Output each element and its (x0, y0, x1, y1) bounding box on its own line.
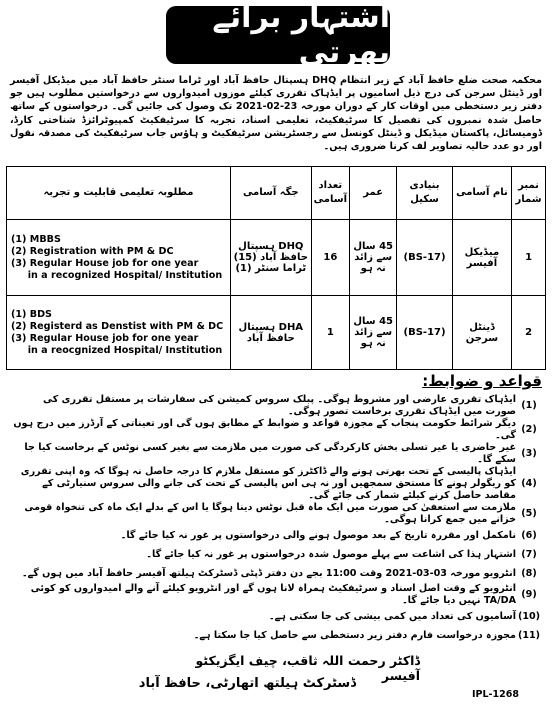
rule-text: ملازمت سے استعفیٰ کی صورت میں ایک ماہ قبل نوٹس دینا ہوگا یا اس کے بدلے ایک ماہ کی تنخواہ قومی خزانے میں جمع کرانا ہوگی۔ (24, 502, 516, 525)
qualification-line: (3) Regular House job for one year (11, 257, 199, 269)
rule-text: آسامیوں کی تعداد میں کمی بیشی کی جا سکتی ہے۔ (269, 610, 516, 622)
row-qualification (7, 296, 231, 370)
header-scale: بنیادی سکیل (397, 167, 452, 220)
rule-item (10, 466, 542, 502)
rule-item (10, 394, 542, 418)
rule-number: (6) (521, 529, 537, 541)
row-age: 45 سال سے زائد نہ ہو (350, 296, 397, 370)
rule-text: انٹرویو کے وقت اصل اسناد و سرٹیفکیٹ ہمراہ لانا ہوں گے اور انٹرویو کیلئے آنے والے امیدواروں کو کوئی TA/DA نہیں دیا جائے گا۔ (30, 583, 516, 606)
signature-office: ڈسٹرکٹ ہیلتھ اتھارٹی، حافظ آباد (138, 676, 356, 691)
rule-number: (2) (521, 424, 537, 435)
rules-title: قواعد و ضوابط: (422, 372, 542, 390)
ipl-code: IPL-1268 (472, 689, 519, 700)
rule-item (10, 418, 542, 442)
rule-number: (3) (521, 448, 537, 459)
rule-number: (9) (521, 589, 537, 600)
rule-number: (1) (521, 400, 537, 411)
rule-item (10, 502, 542, 526)
rule-item (10, 442, 542, 466)
rule-number: (8) (521, 567, 537, 579)
rule-text: مجوزہ درخواست فارم دفتر زیر دستخطی سے حاصل کیا جا سکتا ہے۔ (193, 629, 516, 641)
qualification-line: (3) Regular House job for one year (11, 332, 199, 344)
header-age: عمر (350, 167, 397, 220)
rule-number: (11) (517, 629, 541, 641)
row-no: 1 (512, 220, 546, 296)
rule-text: نامکمل اور مقررہ تاریخ کے بعد موصول ہونے والی درخواستوں پر غور نہ کیا جائے گا۔ (120, 529, 516, 541)
signature-name: ڈاکٹر رحمت اللہ ثاقب، چیف ایگزیکٹو آفیسر (195, 653, 420, 683)
rule-item (10, 526, 542, 545)
row-count: 1 (311, 296, 349, 370)
header-place: جگہ آسامی (230, 167, 311, 220)
rule-number: (7) (521, 548, 537, 560)
qualification-line: (1) MBBS (11, 233, 61, 245)
row-post: ڈینٹل سرجن (452, 296, 511, 370)
header-qualification: مطلوبہ تعلیمی قابلیت و تجربہ (7, 167, 231, 220)
rule-item (10, 583, 542, 607)
qualification-line: (2) Registerd as Denstist with PM & DC (11, 320, 224, 332)
rule-text: انٹرویو مورخہ 03-03-2021 وقت 11:00 بجے دن دفتر ڈپٹی ڈسٹرکٹ ہیلتھ آفیسر حافظ آباد میں ہوں گے۔ (22, 567, 516, 579)
qualification-line: (1) BDS (11, 308, 52, 320)
rule-item (10, 626, 542, 645)
row-scale: (BS-17) (397, 220, 452, 296)
table-header-row (7, 167, 546, 220)
qualification-line: (2) Registration with PM & DC (11, 245, 174, 257)
row-place: DHA ہسپتال حافظ آباد (230, 296, 311, 370)
rule-number: (4) (521, 478, 537, 489)
table-row (7, 296, 546, 370)
qualification-line: in a recognized Hospital/ Institution (11, 269, 223, 281)
rule-item (10, 564, 542, 583)
vacancy-table (6, 166, 546, 370)
rule-item (10, 545, 542, 564)
row-scale: (BS-17) (397, 296, 452, 370)
rule-number: (5) (521, 508, 537, 519)
row-qualification (7, 220, 231, 296)
rule-text: اشتہار ہذا کی اشاعت سے پہلے موصول شدہ درخواستوں پر غور نہ کیا جائے گا۔ (146, 548, 516, 560)
qualification-line: in a reocgnized Hospital/ Institution (11, 344, 223, 356)
row-post: میڈیکل آفیسر (452, 220, 511, 296)
rule-text: ایڈہاک تقرری عارضی اور مشروط ہوگی۔ پبلک سروس کمیشن کی سفارشات پر مستقل تقرری کی صورت میں ایڈہاک تقرری برخاست تصور ہوگی۔ (43, 394, 516, 417)
row-no: 2 (512, 296, 546, 370)
rule-item (10, 607, 542, 626)
rules-list (10, 394, 542, 645)
rule-text: غیر حاضری یا غیر تسلی بخش کارکردگی کی صورت میں ملازمت سے بغیر کسی نوٹس کے برخاست کیا جا سکے گا۔ (24, 442, 516, 465)
rule-number: (10) (517, 610, 541, 622)
row-age: 45 سال سے زائد نہ ہو (350, 220, 397, 296)
rule-text: ایڈہاک پالیسی کے تحت بھرتی ہونے والے ڈاکٹرز کو مستقل ملازم کا درجہ حاصل نہ ہوگا کہ وہ اپنی تقرری کو ریگولر ہونے کا مستحق سمجھیں اور نہ ہی اس پالیسی کے تحت کی جانے والی سروس سنیارٹی کے مقاصد حاصل کرنے کیلئے شمار کی جائے گی۔ (20, 466, 516, 501)
header-count: تعداد آسامی (311, 167, 349, 220)
header-no: نمبر شمار (512, 167, 546, 220)
table-row (7, 220, 546, 296)
header-post: نام آسامی (452, 167, 511, 220)
intro-paragraph: محکمہ صحت ضلع حافظ آباد کے زیر انتظام DHQ ہسپتال حافظ آباد اور ٹراما سنٹر حافظ آباد میں میڈیکل آفیسر اور ڈینٹل سرجن کی درج ذیل اسامیوں پر ایڈہاک تقرری کیلئے موزوں امیدواروں سے درخواستیں مطلوب ہیں جو دفتر زیر دستخطی میں اوقات کار کے دوران مورخہ 23-02-2021 تک وصول کی جائیں گی۔ درخواستوں کے ساتھ حاصل شدہ نمبروں کی تفصیل کا سرٹیفکیٹ، تعلیمی اسناد، تجربہ کا سرٹیفکیٹ کمپیوٹرائزڈ شناختی کارڈ، ڈومیسائل، پاکستان میڈیکل و ڈینٹل کونسل سے رجسٹریشن سرٹیفکیٹ و ہاؤس جاب سرٹیفکیٹ کی مصدقہ نقول اور دو عدد حالیہ تصاویر لف کرنا ضروری ہیں۔ (10, 75, 542, 153)
rule-text: دیگر شرائط حکومت پنجاب کے مجوزہ قواعد و ضوابط کے مطابق ہوں گی اور تعیناتی کے آرڈرز میں درج ہوں گی۔ (13, 418, 516, 441)
header-banner: اشتہار برائے بھرتی (166, 6, 390, 64)
row-count: 16 (311, 220, 349, 296)
row-place: DHQ ہسپتال حافظ آباد (15) ٹراما سنٹر (1) (230, 220, 311, 296)
